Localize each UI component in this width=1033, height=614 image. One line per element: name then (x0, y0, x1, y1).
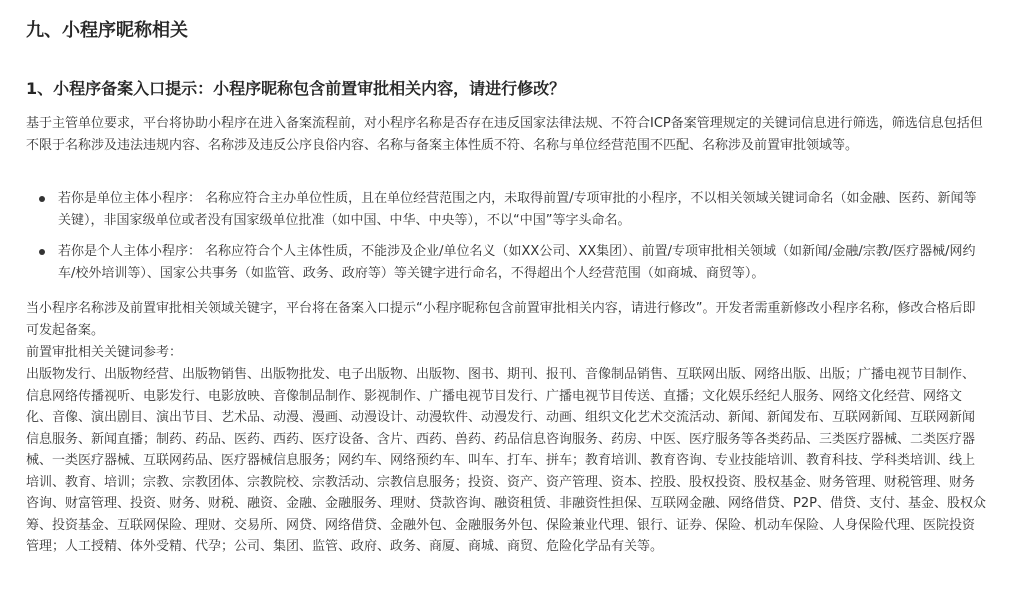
question-title: 1、小程序备案入口提示：小程序昵称包含前置审批相关内容，请进行修改？ (26, 79, 566, 98)
intro-paragraph: 基于主管单位要求，平台将协助小程序在进入备案流程前，对小程序名称是否存在违反国家法律法规、不符合ICP备案管理规定的关键词信息进行筛选，筛选信息包括但不限于名称涉及违法违规内容、名称涉及违反公序良俗内容、名称与备案主体性质不符、名称与单位经营范围不匹配、名称涉及前置审批领域等。 (26, 116, 983, 153)
bullet-dot-icon (39, 196, 45, 202)
section-title: 九、小程序昵称相关 (26, 20, 188, 41)
keywords-title: 前置审批相关关键词参考： (26, 345, 183, 360)
keywords-paragraph: 出版物发行、出版物经营、出版物销售、出版物批发、电子出版物、出版物、图书、期刊、报刊、音像制品销售、互联网出版、网络出版、出版；广播电视节目制作、信息网络传播视听、电影发行、电影放映、音像制品制作、影视制作、广播电视节目发行、广播电视节目传送、直播；文化娱乐经纪人服务、网络文化经营、网络文化、音像、演出剧目、演出节目、艺术品、动漫、漫画、动漫设计、动漫软件、动漫发行、动画、组织文化艺术交流活动、新闻、新闻发布、互联网新闻、互联网新闻信息服务、新闻直播；制药、药品、医药、西药、医疗设备、含片、西药、兽药、药品信息咨询服务、药房、中医、医疗服务等各类药品、三类医疗器械、二类医疗器械、一类医疗器械、互联网药品、医疗器械信息服务；网约车、网络预约车、叫车、打车、拼车；教育培训、教育咨询、专业技能培训、教育科技、学科类培训、线上培训、教育、培训；宗教、宗教团体、宗教院校、宗教活动、宗教信息服务；投资、资产、资产管理、资本、控股、股权投资、股权基金、财务管理、财税管理、财务咨询、财富管理、投资、财务、财税、融资、金融、金融服务、理财、贷款咨询、融资租赁、非融资性担保、互联网金融、网络借贷、P2P、借贷、支付、基金、股权众筹、投资基金、互联网保险、理财、交易所、网贷、网络借贷、金融外包、金融服务外包、保险兼业代理、银行、证券、保险、机动车保险、人身保险代理、医院投资管理；人工授精、体外受精、代孕；公司、集团、监管、政府、政务、商厦、商城、商贸、危险化学品有关等。 (26, 367, 986, 554)
list-item (58, 241, 986, 284)
list-item (58, 188, 986, 231)
bullet-text: 若你是单位主体小程序： 名称应符合主办单位性质，且在单位经营范围之内，未取得前置/专项审批的小程序，不以相关领域关键词命名（如金融、医药、新闻等关键），非国家级单位或者没有国家级单位批准（如中国、中华、中央等），不以“中国”等字头命名。 (58, 191, 977, 228)
bullet-dot-icon (39, 249, 45, 255)
note-paragraph: 当小程序名称涉及前置审批相关领域关键字，平台将在备案入口提示“小程序昵称包含前置审批相关内容，请进行修改”。开发者需重新修改小程序名称，修改合格后即可发起备案。 (26, 301, 976, 338)
bullet-list (26, 188, 986, 294)
bullet-text: 若你是个人主体小程序： 名称应符合个人主体性质，不能涉及企业/单位名义（如XX公司、XX集团）、前置/专项审批相关领域（如新闻/金融/宗教/医疗器械/网约车/校外培训等）、国家公共事务（如监管、政务、政府等）等关键字进行命名，不得超出个人经营范围（如商城、商贸等）。 (58, 244, 976, 281)
